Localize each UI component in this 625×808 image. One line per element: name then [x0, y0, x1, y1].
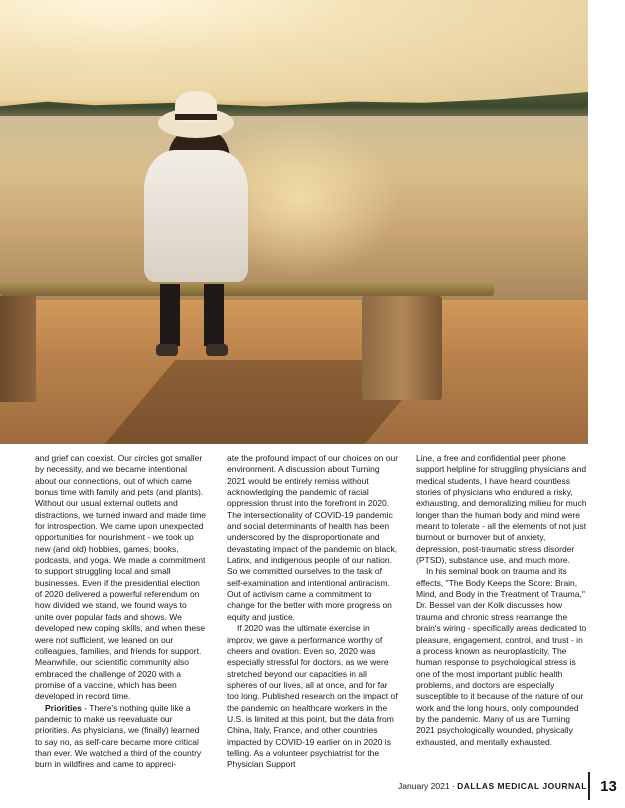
separator: · [451, 781, 455, 791]
page-number: 13 [588, 772, 625, 800]
column-1 [35, 453, 207, 771]
paragraph-text: - There's nothing quite like a pandemic to make us reevaluate our priorities. As physicians, we (finally) learned to say no, as self-care became more critical than ever. We watched a third of the country burn in wildfires and came to appreci- [35, 702, 202, 770]
column-3 [416, 453, 588, 748]
person-leg [160, 284, 180, 346]
bench-leg-left [0, 296, 36, 402]
paragraph [35, 703, 207, 771]
sunset-sky [0, 0, 588, 100]
article-body [35, 453, 587, 769]
woman-in-hat [120, 88, 280, 368]
paragraph: In his seminal book on trauma and its effects, "The Body Keeps the Score: Brain, Mind, and Body in the Treatment of Trauma," Dr. Bessel van der Kolk discusses how trauma and chronic stress rearrange the brain's wiring - specifically areas dedicated to pleasure, engagement, control, and trust - in a process known as neuroplasticity. The human response to psychological stress is one of the most important public health problems, and doctors are especially susceptible to it because of the nature of our work and the long hours, only compounded by the pandemic. Many of us are Turning 2021 psychologically wounded, physically exhausted, and mentally exhausted. [416, 566, 587, 747]
shoe [156, 344, 178, 356]
column-2 [227, 453, 399, 771]
subhead-priorities: Priorities [45, 702, 82, 713]
paragraph: and grief can coexist. Our circles got smaller by necessity, and we became intentional about our connections, out of which came bonus time with family and pets (and plants). Without our usual external outlets and distractions, we turned inward and made time for introspection. We came upon unexpected opportunities for nourishment - we took up new (and old) hobbies, games, books, podcasts, and yoga. We made a commitment to support struggling local and small businesses. Even if the presidential election of 2020 delivered a powerful referendum on how divided we stand, we found ways to unite over popular fads and shows. We developed new coping skills, and when these were not sufficient, we leaned on our colleagues, families, and friends for support. Meanwhile, our scientific community also embraced the challenge of 2020 with a promise of a vaccine, which has been developed in record time. [35, 453, 207, 702]
shoe [206, 344, 228, 356]
magazine-name: DALLAS MEDICAL JOURNAL [457, 781, 587, 791]
person-leg [204, 284, 224, 346]
paragraph: ate the profound impact of our choices on our environment. A discussion about Turning 2021 would be entirely remiss without acknowledging the pandemic of racial oppression thrust into the forefront in 2020. The intersectionality of COVID-19 pandemic and social determinants of health has been underscored by the disproportionate and devastating impact of the pandemic on black, Latinx, and indigenous people of our nation. So we committed ourselves to the task of self-examination and intentional antiracism. Out of activism came a commitment to change for the better with more progress on equity and justice. [227, 453, 399, 622]
page-footer [398, 781, 587, 791]
hat-band [175, 114, 217, 120]
paragraph: If 2020 was the ultimate exercise in improv, we gave a performance worthy of cheers and ovation. Even so, 2020 was especially stressful for doctors, as we were stretched beyond our capacities in all spheres of our lives, all at once, and for far too long. Published research on the impact of the pandemic on healthcare workers in the U.S. is limited at this point, but the data from China, Italy, France, and other countries impacted by COVID-19 earlier on in 2020 is telling. As a volunteer psychiatrist for the Physician Support [227, 623, 398, 770]
white-shirt [144, 150, 248, 282]
bench-leg-right [362, 296, 442, 400]
paragraph: Line, a free and confidential peer phone support helpline for struggling physicians and medical students, I have heard countless stories of physicians who endured a risky, exhausting, and demoralizing milieu for much longer than the human body and mind were meant to tolerate - all the elements of not just burnout or burnover but of anxiety, depression, post-traumatic stress disorder (PTSD), substance use, and much more. [416, 453, 587, 566]
issue-date: January 2021 [398, 781, 450, 791]
